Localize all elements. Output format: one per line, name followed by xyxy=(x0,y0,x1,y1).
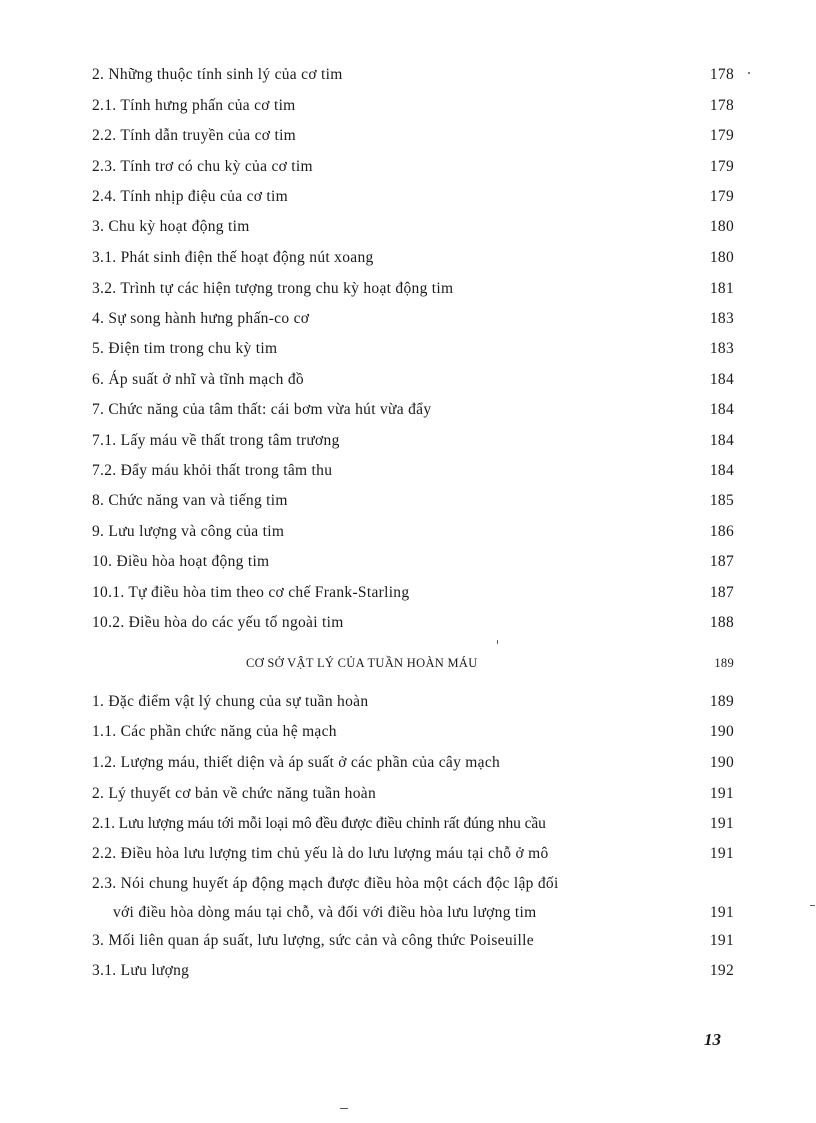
toc-entry xyxy=(92,551,734,573)
toc-entry-multiline xyxy=(92,873,734,925)
entry-title: 3.2. Trình tự các hiện tượng trong chu kỳ hoạt động tim xyxy=(92,280,454,297)
entry-page: 191 xyxy=(709,845,734,862)
toc-entry xyxy=(92,612,734,634)
entry-title: 7.1. Lấy máu về thất trong tâm trương xyxy=(92,432,340,449)
entry-title: 10. Điều hòa hoạt động tim xyxy=(92,553,270,570)
entry-page: 180 xyxy=(709,249,734,266)
entry-page: 180 xyxy=(709,218,734,235)
entry-page: 183 xyxy=(709,310,734,327)
entry-page: 184 xyxy=(709,432,734,449)
entry-page: 190 xyxy=(709,754,734,771)
entry-page: 191 xyxy=(709,785,734,802)
entry-page: 188 xyxy=(709,614,734,631)
toc-entry xyxy=(92,216,734,238)
entry-page: 186 xyxy=(709,523,734,540)
toc-entry xyxy=(92,430,734,452)
scan-speck xyxy=(748,72,750,74)
entry-page: 181 xyxy=(709,280,734,297)
entry-page: 179 xyxy=(709,158,734,175)
entry-title: 6. Áp suất ở nhĩ và tĩnh mạch đồ xyxy=(92,371,304,388)
toc-entry xyxy=(92,95,734,117)
entry-title: 2. Lý thuyết cơ bản về chức năng tuần hoàn xyxy=(92,785,377,802)
entry-title: 10.2. Điều hòa do các yếu tố ngoài tim xyxy=(92,614,344,631)
entry-page: 192 xyxy=(709,962,734,979)
section-page: 189 xyxy=(714,656,734,670)
entry-title: 2.1. Lưu lượng máu tới mỗi loại mô đều được điều chỉnh rất đúng nhu cầu xyxy=(92,815,546,832)
toc-entry xyxy=(92,369,734,391)
page-number: 13 xyxy=(704,1030,721,1049)
entry-title: 2. Những thuộc tính sinh lý của cơ tim xyxy=(92,66,343,83)
toc-entry xyxy=(92,721,734,743)
toc-entry xyxy=(92,582,734,604)
toc-entry xyxy=(92,64,734,86)
toc-entry xyxy=(92,308,734,330)
scan-speck xyxy=(340,1108,348,1109)
entry-title: 3.1. Phát sinh điện thế hoạt động nút xoang xyxy=(92,249,374,266)
entry-title: 3.1. Lưu lượng xyxy=(92,962,190,979)
entry-title: 2.2. Điều hòa lưu lượng tim chủ yếu là do lưu lượng máu tại chỗ ở mô xyxy=(92,845,549,862)
entry-page: 187 xyxy=(709,584,734,601)
toc-entry xyxy=(92,843,734,865)
toc-entry xyxy=(92,399,734,421)
entry-page: 191 xyxy=(709,932,734,949)
entry-title: 1. Đặc điểm vật lý chung của sự tuần hoàn xyxy=(92,693,369,710)
toc-entry xyxy=(92,960,734,982)
toc-entry xyxy=(92,460,734,482)
toc-entry xyxy=(92,338,734,360)
section-title: CƠ SỞ VẬT LÝ CỦA TUẦN HOÀN MÁU xyxy=(246,656,478,670)
toc-entry xyxy=(92,247,734,269)
entry-page: 178 xyxy=(709,66,734,83)
entry-title: 4. Sự song hành hưng phấn-co cơ xyxy=(92,310,310,327)
toc-entry xyxy=(92,783,734,805)
entry-page: 189 xyxy=(709,693,734,710)
entry-title: 1.2. Lượng máu, thiết diện và áp suất ở các phần của cây mạch xyxy=(92,754,501,771)
entry-page: 178 xyxy=(709,97,734,114)
entry-page: 185 xyxy=(709,492,734,509)
entry-title: 3. Mối liên quan áp suất, lưu lượng, sức cản và công thức Poiseuille xyxy=(92,932,534,949)
entry-title: 1.1. Các phần chức năng của hệ mạch xyxy=(92,723,337,740)
entry-title-line1: 2.3. Nói chung huyết áp động mạch được điều hòa một cách độc lập đối xyxy=(92,875,559,892)
entry-title: 2.3. Tính trơ có chu kỳ của cơ tim xyxy=(92,158,313,175)
entry-title: 9. Lưu lượng và công của tim xyxy=(92,523,285,540)
entry-page: 187 xyxy=(709,553,734,570)
toc-entry xyxy=(92,752,734,774)
entry-title: 10.1. Tự điều hòa tim theo cơ chế Frank-Starling xyxy=(92,584,410,601)
entry-page: 184 xyxy=(709,371,734,388)
entry-title: 2.2. Tính dẫn truyền của cơ tim xyxy=(92,127,297,144)
toc-entry xyxy=(92,521,734,543)
entry-page: 191 xyxy=(709,815,734,832)
entry-title: 3. Chu kỳ hoạt động tim xyxy=(92,218,250,235)
entry-page: 190 xyxy=(709,723,734,740)
entry-title-line2: với điều hòa dòng máu tại chỗ, và đối với điều hòa lưu lượng tim xyxy=(113,904,537,921)
entry-title: 8. Chức năng van và tiếng tim xyxy=(92,492,288,509)
entry-page: 179 xyxy=(709,127,734,144)
entry-title: 5. Điện tim trong chu kỳ tim xyxy=(92,340,278,357)
toc-entry xyxy=(92,156,734,178)
entry-title: 2.4. Tính nhịp điệu của cơ tim xyxy=(92,188,288,205)
toc-entry xyxy=(92,930,734,952)
entry-page: 179 xyxy=(709,188,734,205)
scan-speck xyxy=(810,905,815,906)
entry-page: 191 xyxy=(709,904,734,921)
scan-speck xyxy=(497,640,498,644)
entry-title: 7.2. Đẩy máu khỏi thất trong tâm thu xyxy=(92,462,333,479)
toc-entry xyxy=(92,278,734,300)
toc-entry xyxy=(92,125,734,147)
entry-title: 2.1. Tính hưng phấn của cơ tim xyxy=(92,97,296,114)
entry-page: 183 xyxy=(709,340,734,357)
toc-entry xyxy=(92,691,734,713)
toc-entry xyxy=(92,186,734,208)
entry-page: 184 xyxy=(709,401,734,418)
toc-entry xyxy=(92,813,734,835)
entry-page: 184 xyxy=(709,462,734,479)
toc-entry xyxy=(92,490,734,512)
section-heading xyxy=(92,652,734,674)
entry-title: 7. Chức năng của tâm thất: cái bơm vừa hút vừa đẩy xyxy=(92,401,432,418)
